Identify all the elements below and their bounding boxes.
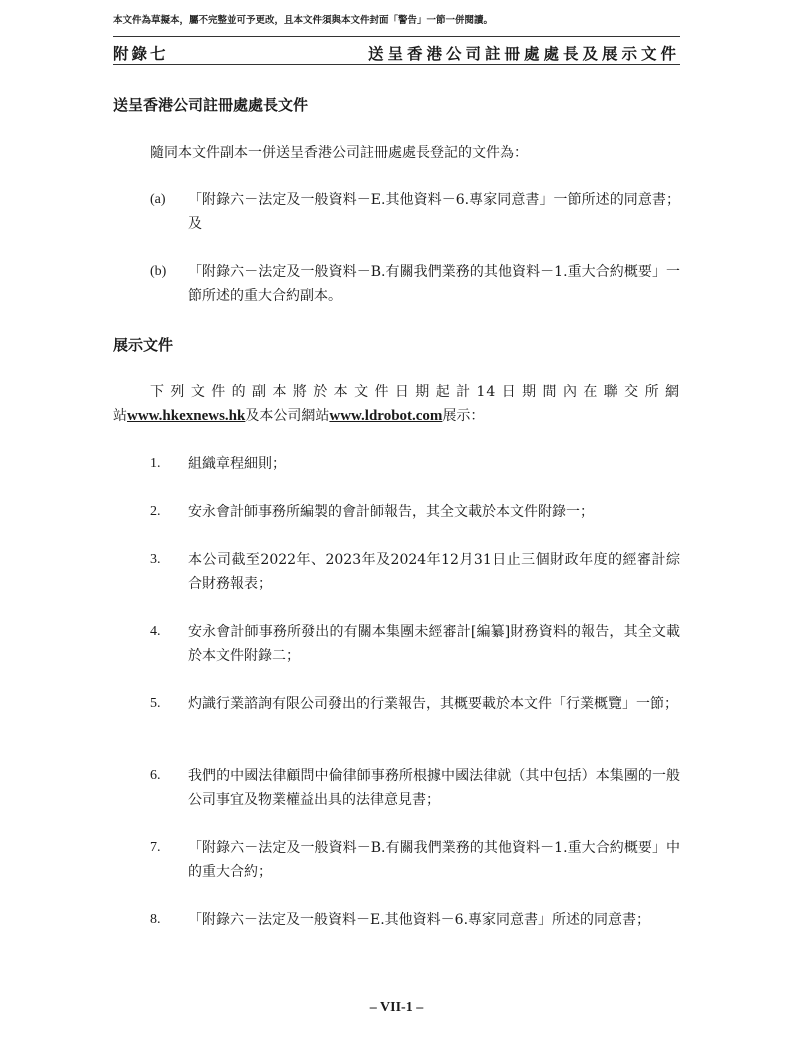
section-heading-display-documents: 展示文件 bbox=[113, 336, 174, 354]
list-item-text: 「附錄六－法定及一般資料－E.其他資料－6.專家同意書」一節所述的同意書；及 bbox=[188, 192, 680, 232]
list-item-text: 「附錄六－法定及一般資料－B.有關我們業務的其他資料－1.重大合約概要」一節所述的重大合約副本。 bbox=[188, 264, 680, 304]
page-number: – VII-1 – bbox=[369, 1000, 424, 1015]
list-item-text: 安永會計師事務所發出的有關本集團未經審計[編纂]財務資料的報告，其全文載於本文件附錄二； bbox=[188, 624, 680, 664]
section2-intro-line1: 下列文件的副本將於本文件日期起計14日期間內在聯交所網 bbox=[150, 384, 680, 400]
header-bottom-rule bbox=[113, 64, 680, 65]
section2-intro-line2 bbox=[113, 404, 484, 428]
intro-prefix: 站 bbox=[113, 408, 127, 424]
hkexnews-link[interactable]: www.hkexnews.hk bbox=[127, 408, 246, 424]
section-heading-registrar: 送呈香港公司註冊處處長文件 bbox=[113, 96, 309, 114]
list-item-text: 本公司截至2022年、2023年及2024年12月31日止三個財政年度的經審計綜合財務報表； bbox=[188, 552, 680, 592]
list-item-text: 我們的中國法律顧問中倫律師事務所根據中國法律就（其中包括）本集團的一般公司事宜及物業權益出具的法律意見書； bbox=[188, 768, 680, 808]
list-item-text: 組織章程細則； bbox=[188, 456, 286, 472]
draft-notice: 本文件為草擬本，屬不完整並可予更改，且本文件須與本文件封面「警告」一節一併閱讀。 bbox=[113, 15, 494, 26]
list-item-label: (b) bbox=[150, 264, 167, 279]
company-website-link[interactable]: www.ldrobot.com bbox=[329, 408, 443, 424]
intro-suffix: 展示： bbox=[442, 408, 485, 424]
list-item-label: 2. bbox=[150, 504, 161, 519]
list-item-label: 6. bbox=[150, 768, 161, 783]
section1-intro: 隨同本文件副本一併送呈香港公司註冊處處長登記的文件為： bbox=[150, 145, 528, 161]
list-item-label: 1. bbox=[150, 456, 161, 471]
list-item-text: 「附錄六－法定及一般資料－B.有關我們業務的其他資料－1.重大合約概要」中的重大合約； bbox=[188, 840, 680, 880]
appendix-title: 送呈香港公司註冊處處長及展示文件 bbox=[367, 44, 680, 63]
list-item-label: 7. bbox=[150, 840, 161, 855]
list-item-label: 8. bbox=[150, 912, 161, 927]
intro-mid: 及本公司網站 bbox=[245, 408, 330, 424]
list-item-label: 5. bbox=[150, 696, 161, 711]
list-item-text: 安永會計師事務所編製的會計師報告，其全文載於本文件附錄一； bbox=[188, 504, 594, 520]
list-item-text: 灼識行業諮詢有限公司發出的行業報告，其概要載於本文件「行業概覽」一節； bbox=[188, 696, 678, 712]
list-item-label: 3. bbox=[150, 552, 161, 567]
list-item-label: (a) bbox=[150, 192, 166, 207]
list-item-label: 4. bbox=[150, 624, 161, 639]
header-top-rule bbox=[113, 36, 680, 37]
list-item-text: 「附錄六－法定及一般資料－E.其他資料－6.專家同意書」所述的同意書； bbox=[188, 912, 651, 928]
appendix-label: 附錄七 bbox=[113, 44, 169, 63]
